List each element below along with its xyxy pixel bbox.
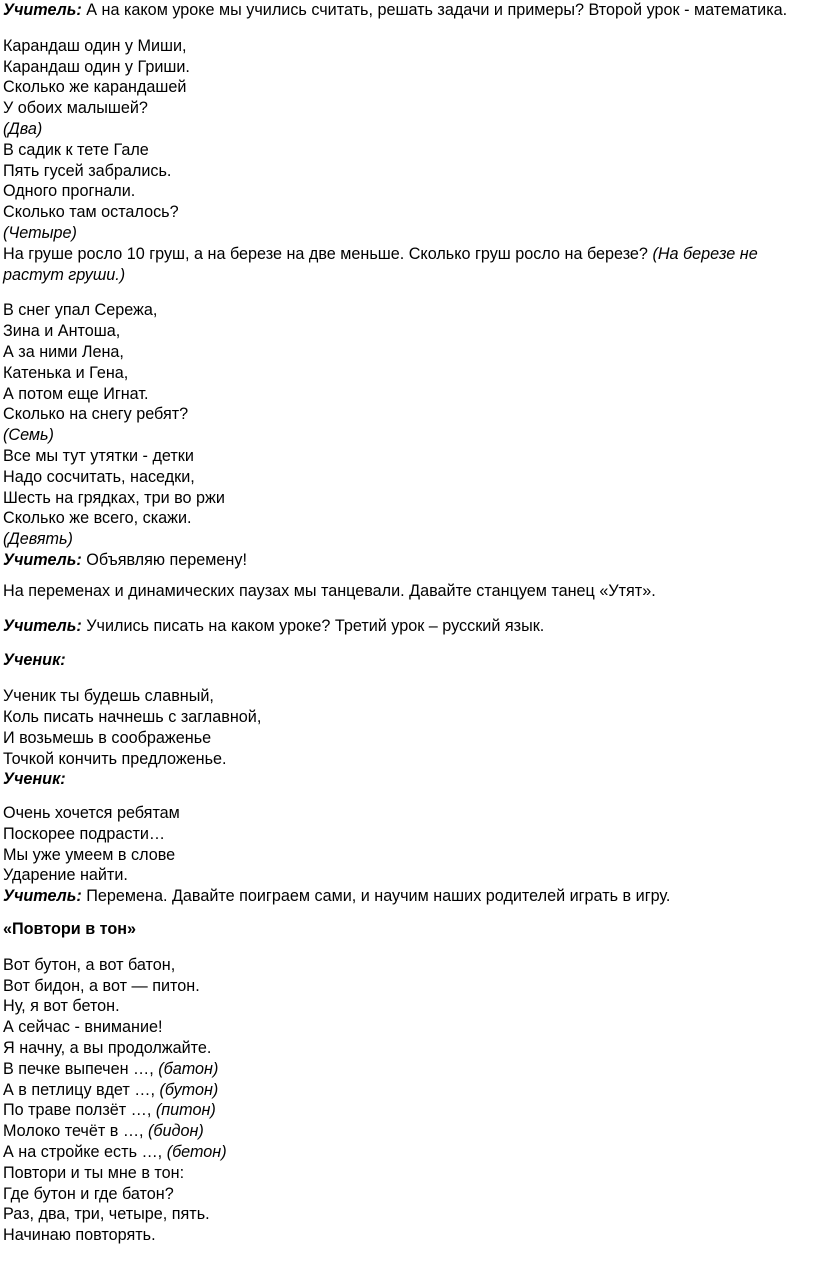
game-line-text: По траве ползёт …, xyxy=(3,1101,156,1120)
game-line-answer: (бидон) xyxy=(148,1122,204,1141)
riddle-line: Катенька и Гена, xyxy=(3,363,129,382)
pear-answer: (На березе не растут груши.) xyxy=(3,244,758,284)
riddle-line: Надо сосчитать, наседки, xyxy=(3,467,195,486)
dance-paragraph xyxy=(3,581,803,602)
lesson3-paragraph xyxy=(3,616,803,637)
riddle-line: Все мы тут утятки - детки xyxy=(3,446,194,465)
document-body xyxy=(3,0,803,1246)
game-line xyxy=(3,1142,803,1163)
speaker-label: Учитель: xyxy=(3,1,82,19)
game-line-text: В печке выпечен …, xyxy=(3,1059,159,1078)
game-line: Повтори и ты мне в тон: xyxy=(3,1163,185,1182)
teacher-break-line xyxy=(3,886,803,907)
break-text: Объявляю перемену! xyxy=(81,550,247,569)
poem-line: Мы уже умеем в слове xyxy=(3,845,176,864)
game-line xyxy=(3,1059,803,1080)
poem-block-1 xyxy=(3,686,803,790)
riddle-line: Сколько же карандашей xyxy=(3,78,187,97)
riddle-line: В снег упал Сережа, xyxy=(3,301,158,320)
riddle-line: Сколько там осталось? xyxy=(3,203,179,222)
game-line-answer: (батон) xyxy=(158,1059,219,1078)
poem-line: Коль писать начнешь с заглавной, xyxy=(3,707,262,726)
game-line xyxy=(3,1100,803,1121)
game-line: Раз, два, три, четыре, пять. xyxy=(3,1205,210,1224)
speaker-label: Учитель: xyxy=(3,887,82,906)
speaker-label: Ученик: xyxy=(3,770,66,789)
game-line: Вот бидон, а вот — питон. xyxy=(3,976,200,995)
riddle-line: В садик к тете Гале xyxy=(3,140,149,159)
pear-question: На груше росло 10 груш, а на березе на две меньше. Сколько груш росло на березе? xyxy=(3,244,653,263)
riddle-answer: (Два) xyxy=(3,119,43,138)
intro-paragraph xyxy=(3,0,798,21)
riddle-block-1 xyxy=(3,36,803,244)
game-line-answer: (питон) xyxy=(155,1101,216,1120)
teacher-break-line xyxy=(3,550,803,571)
game-line-answer: (бутон) xyxy=(159,1080,219,1099)
pupil-heading-1 xyxy=(3,650,803,671)
game-line-text: Молоко течёт в …, xyxy=(3,1122,149,1141)
poem-line: Точкой кончить предложенье. xyxy=(3,749,227,768)
riddle-block-2 xyxy=(3,300,803,570)
game-line xyxy=(3,1121,803,1142)
game-line-text: А в петлицу вдет …, xyxy=(3,1080,160,1099)
game-line-text: А на стройке есть …, xyxy=(3,1143,167,1162)
speaker-label: Ученик: xyxy=(3,651,66,670)
game-line: Вот бутон, а вот батон, xyxy=(3,955,176,974)
riddle-line: У обоих малышей? xyxy=(3,99,148,118)
riddle-answer: (Девять) xyxy=(3,530,73,549)
riddle-line: Шесть на грядках, три во ржи xyxy=(3,488,225,507)
dance-text: На переменах и динамических паузах мы танцевали. Давайте станцуем танец «Утят». xyxy=(3,581,656,600)
poem-line: Ученик ты будешь славный, xyxy=(3,687,214,706)
intro-text: А на каком уроке мы учились считать, решать задачи и примеры? Второй урок - математика. xyxy=(81,1,788,19)
game-line xyxy=(3,1080,803,1101)
game-title: «Повтори в тон» xyxy=(3,920,137,939)
poem-block-2 xyxy=(3,803,803,907)
game-line: Ну, я вот бетон. xyxy=(3,997,120,1016)
riddle-line: Сколько же всего, скажи. xyxy=(3,509,192,528)
riddle-line: А за ними Лена, xyxy=(3,342,124,361)
riddle-line: Одного прогнали. xyxy=(3,182,136,201)
game-line: Начинаю повторять. xyxy=(3,1226,156,1245)
lesson3-text: Учились писать на каком уроке? Третий урок – русский язык. xyxy=(81,616,545,635)
riddle-line: Сколько на снегу ребят? xyxy=(3,405,189,424)
riddle-line: Карандаш один у Гриши. xyxy=(3,57,190,76)
poem-line: Поскорее подрасти… xyxy=(3,824,166,843)
poem-line: И возьмешь в соображенье xyxy=(3,728,212,747)
riddle-line: А потом еще Игнат. xyxy=(3,384,149,403)
game-block xyxy=(3,955,803,1246)
riddle-line: Пять гусей забрались. xyxy=(3,161,172,180)
riddle-answer: (Четыре) xyxy=(3,223,77,242)
pear-paragraph xyxy=(3,244,793,286)
speaker-label: Учитель: xyxy=(3,616,82,635)
game-line: А сейчас - внимание! xyxy=(3,1018,163,1037)
poem-line: Очень хочется ребятам xyxy=(3,804,180,823)
speaker-label: Учитель: xyxy=(3,550,82,569)
game-line: Где бутон и где батон? xyxy=(3,1184,174,1203)
break-text: Перемена. Давайте поиграем сами, и научим наших родителей играть в игру. xyxy=(81,887,671,906)
riddle-line: Карандаш один у Миши, xyxy=(3,36,187,55)
poem-line: Ударение найти. xyxy=(3,866,128,885)
game-line-answer: (бетон) xyxy=(166,1143,227,1162)
game-line: Я начну, а вы продолжайте. xyxy=(3,1039,212,1058)
riddle-line: Зина и Антоша, xyxy=(3,322,121,341)
riddle-answer: (Семь) xyxy=(3,426,54,445)
